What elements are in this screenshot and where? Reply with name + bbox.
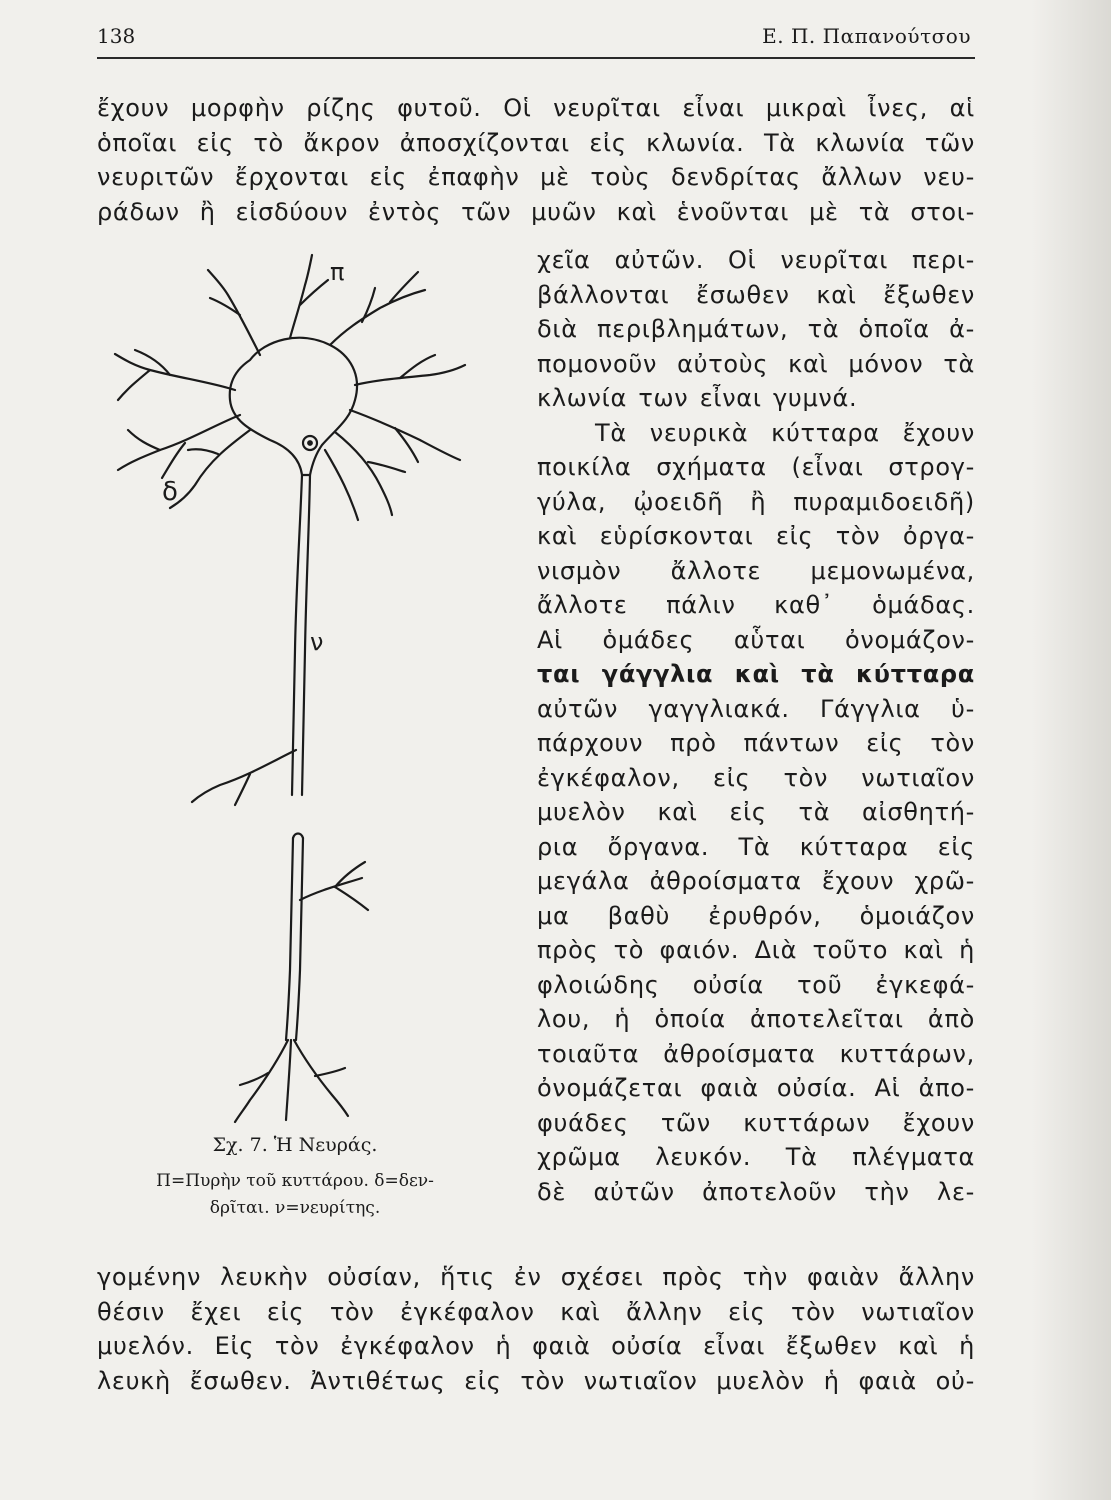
text-line: κλωνία των εἶναι γυμνά. bbox=[537, 384, 858, 412]
text-line: αὐτῶν γαγγλιακά. Γάγγλια ὑ- bbox=[537, 694, 975, 723]
text-line: ρια ὄργανα. Τὰ κύτταρα εἰς bbox=[537, 832, 975, 861]
text-line: ἔχουν μορφὴν ρίζης φυτοῦ. Οἱ νευρῖται εἶναι μικραὶ ἶνες, αἱ bbox=[97, 94, 975, 122]
text-top-block bbox=[97, 91, 975, 229]
text-line: μα βαθὺ ἐρυθρόν, ὁμοιάζον bbox=[537, 901, 975, 930]
text-line: νευριτῶν ἔρχονται εἰς ἐπαφὴν μὲ τοὺς δενδρίτας ἄλλων νευ- bbox=[97, 163, 975, 191]
text-line: Αἱ ὁμάδες αὗται ὀνομάζον- bbox=[537, 625, 975, 654]
text-line: πάρχουν πρὸ πάντων εἰς τὸν bbox=[537, 729, 975, 757]
text-line: καὶ εὑρίσκονται εἰς τὸν ὀργα- bbox=[537, 522, 975, 550]
text-line: ὁποῖαι εἰς τὸ ἄκρον ἀποσχίζονται εἰς κλωνία. Τὰ κλωνία τῶν bbox=[97, 128, 975, 157]
running-header-author: Ε. Π. Παπανούτσου bbox=[762, 24, 971, 48]
text-line: γύλα, ᾠοειδῆ ἢ πυραμιδοειδῆ) bbox=[537, 487, 975, 516]
figure-legend-line: δρῖται. ν=νευρίτης. bbox=[209, 1198, 381, 1218]
text-line: γομένην λευκὴν οὐσίαν, ἥτις ἐν σχέσει πρὸς τὴν φαιὰν ἄλλην bbox=[97, 1263, 975, 1291]
text-line: πομονοῦν αὐτοὺς καὶ μόνον τὰ bbox=[537, 349, 975, 378]
text-line: τοιαῦτα ἀθροίσματα κυττάρων, bbox=[537, 1039, 975, 1068]
text-line: Τὰ νευρικὰ κύτταρα ἔχουν bbox=[595, 418, 975, 447]
text-line: θέσιν ἔχει εἰς τὸν ἐγκέφαλον καὶ ἄλλην εἰς τὸν νωτιαῖον bbox=[97, 1297, 975, 1326]
text-line: μυελόν. Εἰς τὸν ἐγκέφαλον ἡ φαιὰ οὐσία εἶναι ἔξωθεν καὶ ἡ bbox=[97, 1332, 975, 1360]
label-pi: π bbox=[330, 258, 345, 286]
figure-caption-legend bbox=[85, 1168, 505, 1222]
text-line: ται γάγγλια καὶ τὰ κύτταρα bbox=[537, 660, 975, 688]
text-line: χεῖα αὐτῶν. Οἱ νευρῖται περι- bbox=[537, 246, 975, 274]
figure-caption-title: Σχ. 7. Ἡ Νευράς. bbox=[212, 1134, 378, 1156]
text-line: μεγάλα ἀθροίσματα ἔχουν χρῶ- bbox=[537, 867, 975, 895]
text-line: λου, ἡ ὁποία ἀποτελεῖται ἀπὸ bbox=[537, 1005, 975, 1033]
text-line: ὀνομάζεται φαιὰ οὐσία. Αἱ ἀπο- bbox=[537, 1074, 975, 1102]
text-line: μυελὸν καὶ εἰς τὰ αἰσθητή- bbox=[537, 798, 975, 826]
text-line: δὲ αὐτῶν ἀποτελοῦν τὴν λε- bbox=[537, 1177, 975, 1206]
label-delta: δ bbox=[162, 477, 178, 507]
neuron-illustration bbox=[100, 250, 490, 1130]
text-line: ἐγκέφαλον, εἰς τὸν νωτιαῖον bbox=[537, 763, 975, 792]
figure-legend-line: Π=Πυρὴν τοῦ κυττάρου. δ=δεν- bbox=[156, 1171, 434, 1191]
text-right-column bbox=[537, 243, 975, 1209]
text-line: νισμὸν ἄλλοτε μεμονωμένα, bbox=[537, 556, 975, 585]
text-line: ἄλλοτε πάλιν καθ᾽ ὁμάδας. bbox=[537, 591, 975, 619]
page-edge-shadow bbox=[1031, 0, 1111, 1500]
page-number: 138 bbox=[97, 24, 136, 48]
text-line: χρῶμα λευκόν. Τὰ πλέγματα bbox=[537, 1143, 975, 1171]
text-line: φλοιώδης οὐσία τοῦ ἐγκεφά- bbox=[537, 970, 975, 999]
header-rule bbox=[97, 57, 975, 59]
text-line: βάλλονται ἔσωθεν καὶ ἔξωθεν bbox=[537, 280, 975, 309]
text-line: ράδων ἢ εἰσδύουν ἐντὸς τῶν μυῶν καὶ ἑνοῦνται μὲ τὰ στοι- bbox=[97, 197, 975, 226]
text-bottom-block bbox=[97, 1260, 975, 1398]
label-nu: ν bbox=[310, 628, 324, 656]
text-line: ποικίλα σχήματα (εἶναι στρογ- bbox=[537, 453, 975, 481]
text-line: πρὸς τὸ φαιόν. Διὰ τοῦτο καὶ ἡ bbox=[537, 936, 975, 964]
text-line: λευκὴ ἔσωθεν. Ἀντιθέτως εἰς τὸν νωτιαῖον μυελὸν ἡ φαιὰ οὐ- bbox=[97, 1366, 975, 1395]
text-line: φυάδες τῶν κυττάρων ἔχουν bbox=[537, 1108, 975, 1137]
text-line: διὰ περιβλημάτων, τὰ ὁποῖα ἀ- bbox=[537, 315, 975, 343]
